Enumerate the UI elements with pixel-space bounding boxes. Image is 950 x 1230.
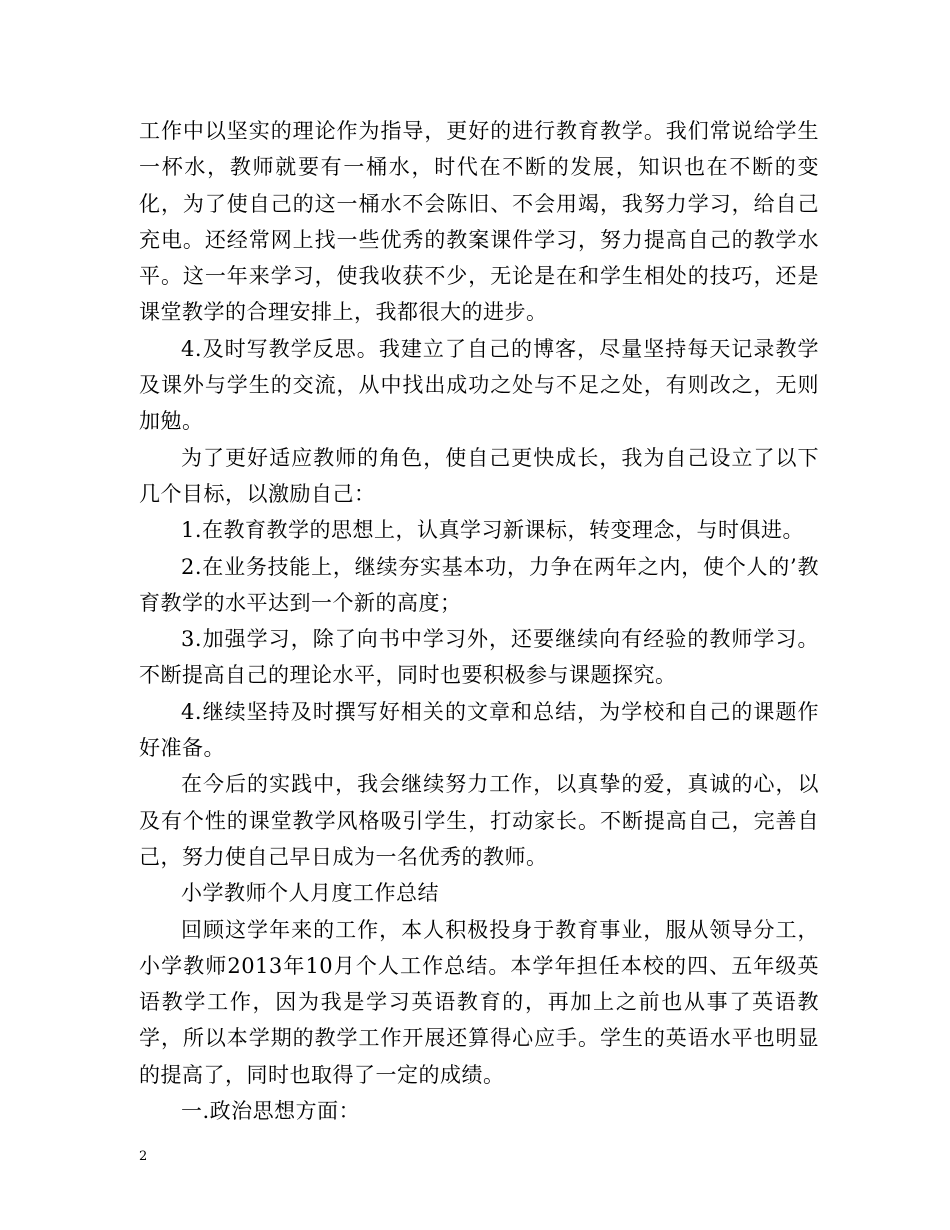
paragraph-4: 1.在教育教学的思想上，认真学习新课标，转变理念，与时俱进。 [181,518,805,543]
paragraph-5: 2.在业务技能上，继续夯实基本功，力争在两年之内，使个人的’教育教学的水平达到一个新的高度； [139,554,819,615]
paragraph-2: 4.及时写教学反思。我建立了自己的博客，尽量坚持每天记录教学及课外与学生的交流，从中找出成功之处与不足之处，有则改之，无则加勉。 [139,336,819,434]
paragraph-1: 工作中以坚实的理论作为指导，更好的进行教育教学。我们常说给学生一杯水，教师就要有一桶水，时代在不断的发展，知识也在不断的变化，为了使自己的这一桶水不会陈旧、不会用竭，我努力学习，给自己充电。还经常网上找一些优秀的教案课件学习，努力提高自己的教学水平。这一年来学习，使我收获不少，无论是在和学生相处的技巧，还是课堂教学的合理安排上，我都很大的进步。 [139,119,819,325]
section-heading: 小学教师个人月度工作总结 [181,881,439,906]
document-body [139,113,819,1129]
paragraph-8: 在今后的实践中，我会继续努力工作，以真挚的爱，真诚的心，以及有个性的课堂教学风格吸引学生，打动家长。不断提高自己，完善自己，努力使自己早日成为一名优秀的教师。 [139,772,819,869]
subsection-heading: 一.政治思想方面： [181,1099,361,1124]
page-number: 2 [139,1149,148,1164]
paragraph-6: 3.加强学习，除了向书中学习外，还要继续向有经验的教师学习。不断提高自己的理论水平，同时也要积极参与课题探究。 [139,627,819,688]
paragraph-7: 4.继续坚持及时撰写好相关的文章和总结，为学校和自己的课题作好准备。 [139,699,819,761]
paragraph-3: 为了更好适应教师的角色，使自己更快成长，我为自己设立了以下几个目标，以激励自己： [139,445,819,506]
paragraph-9: 回顾这学年来的工作，本人积极投身于教育事业，服从领导分工，小学教师2013年10月个人工作总结。本学年担任本校的四、五年级英语教学工作，因为我是学习英语教育的，再加上之前也从事了英语教学，所以本学期的教学工作开展还算得心应手。学生的英语水平也明显的提高了，同时也取得了一定的成绩。 [139,917,819,1087]
